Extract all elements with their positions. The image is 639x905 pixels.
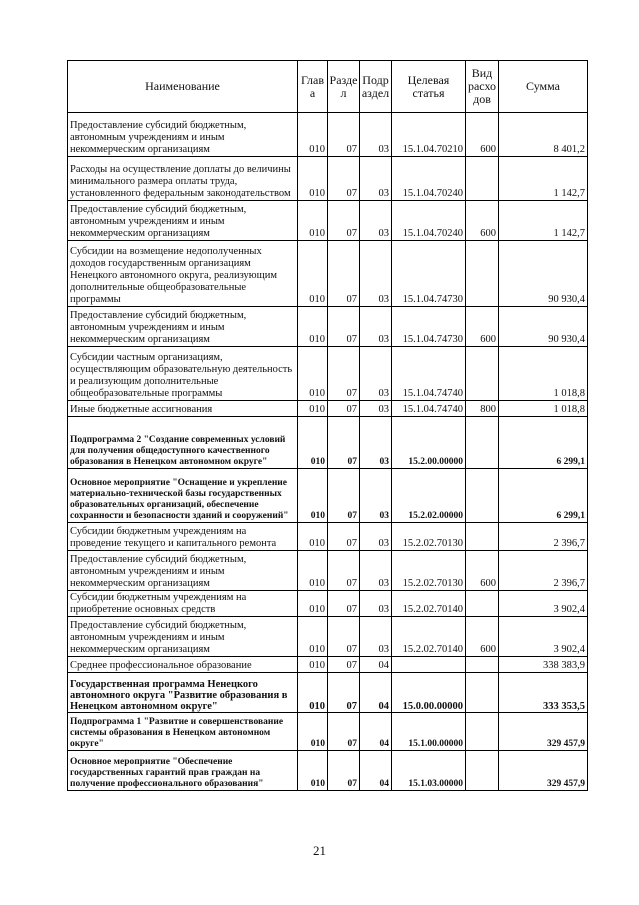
row-sum: 338 383,9: [499, 657, 588, 673]
row-target: 15.2.00.00000: [392, 417, 466, 469]
row-glava: 010: [298, 307, 328, 347]
row-name: Предоставление субсидий бюджетным, автономным учреждениям и иным некоммерческим организациям: [68, 617, 298, 657]
row-vid: [466, 591, 499, 617]
table-row: [68, 591, 588, 617]
row-target: 15.1.04.70240: [392, 201, 466, 241]
row-razdel: 07: [328, 673, 360, 713]
row-sum: 2 396,7: [499, 551, 588, 591]
row-sum: 3 902,4: [499, 617, 588, 657]
header-razdel: Разде л: [328, 61, 360, 113]
row-name: Предоставление субсидий бюджетным, автономным учреждениям и иным некоммерческим организациям: [68, 201, 298, 241]
table-row: [68, 713, 588, 751]
row-name: Предоставление субсидий бюджетным, автономным учреждениям и иным некоммерческим организациям: [68, 307, 298, 347]
table-row: [68, 241, 588, 307]
row-target: 15.2.02.70140: [392, 617, 466, 657]
row-sum: 3 902,4: [499, 591, 588, 617]
row-razdel: 07: [328, 157, 360, 201]
row-razdel: 07: [328, 113, 360, 157]
row-target: 15.2.02.00000: [392, 469, 466, 523]
row-glava: 010: [298, 591, 328, 617]
row-target: 15.2.02.70130: [392, 523, 466, 551]
row-glava: 010: [298, 469, 328, 523]
table-row: [68, 157, 588, 201]
row-glava: 010: [298, 157, 328, 201]
row-vid: 600: [466, 201, 499, 241]
row-podrazdel: 03: [360, 617, 392, 657]
row-sum: 1 142,7: [499, 157, 588, 201]
row-glava: 010: [298, 551, 328, 591]
row-razdel: 07: [328, 307, 360, 347]
header-glava: Глав а: [298, 61, 328, 113]
row-sum: 1 142,7: [499, 201, 588, 241]
table-row: [68, 401, 588, 417]
row-vid: [466, 713, 499, 751]
row-razdel: 07: [328, 713, 360, 751]
row-vid: [466, 157, 499, 201]
table-row: [68, 523, 588, 551]
row-name: Среднее профессиональное образование: [68, 657, 298, 673]
row-target: 15.2.02.70130: [392, 551, 466, 591]
row-podrazdel: 03: [360, 469, 392, 523]
row-podrazdel: 03: [360, 201, 392, 241]
row-glava: 010: [298, 523, 328, 551]
table-row: [68, 201, 588, 241]
row-name: Подпрограмма 1 "Развитие и совершенствование системы образования в Ненецком автономном округе": [68, 713, 298, 751]
table-body: [68, 113, 588, 791]
row-vid: [466, 657, 499, 673]
row-podrazdel: 03: [360, 551, 392, 591]
header-vid: Вид расхо дов: [466, 61, 499, 113]
row-name: Субсидии на возмещение недополученных доходов государственным организациям Ненецкого автономного округа, реализующим дополнительные общеобразовательные программы: [68, 241, 298, 307]
row-razdel: 07: [328, 417, 360, 469]
row-vid: [466, 523, 499, 551]
table-row: [68, 673, 588, 713]
row-podrazdel: 03: [360, 113, 392, 157]
row-target: 15.1.00.00000: [392, 713, 466, 751]
row-sum: 329 457,9: [499, 751, 588, 791]
row-glava: 010: [298, 417, 328, 469]
row-glava: 010: [298, 713, 328, 751]
row-target: 15.1.03.00000: [392, 751, 466, 791]
row-name: Государственная программа Ненецкого автономного округа "Развитие образования в Ненецком автономном округе": [68, 673, 298, 713]
row-name: Подпрограмма 2 "Создание современных условий для получения общедоступного качественного образования в Ненецком автономном округе": [68, 417, 298, 469]
row-sum: 6 299,1: [499, 469, 588, 523]
row-podrazdel: 03: [360, 157, 392, 201]
table-row: [68, 113, 588, 157]
row-sum: 333 353,5: [499, 673, 588, 713]
row-vid: 600: [466, 307, 499, 347]
row-vid: [466, 347, 499, 401]
table-row: [68, 751, 588, 791]
row-glava: 010: [298, 241, 328, 307]
row-vid: [466, 241, 499, 307]
table-row: [68, 417, 588, 469]
row-sum: 8 401,2: [499, 113, 588, 157]
row-sum: 90 930,4: [499, 307, 588, 347]
row-podrazdel: 03: [360, 347, 392, 401]
row-podrazdel: 03: [360, 241, 392, 307]
row-podrazdel: 04: [360, 751, 392, 791]
row-target: 15.0.00.00000: [392, 673, 466, 713]
row-name: Расходы на осуществление доплаты до величины минимального размера оплаты труда, установленного федеральным законодательством: [68, 157, 298, 201]
table-row: [68, 307, 588, 347]
table-row: [68, 469, 588, 523]
row-target: 15.2.02.70140: [392, 591, 466, 617]
table-header-row: [68, 61, 588, 113]
row-razdel: 07: [328, 523, 360, 551]
row-vid: 600: [466, 551, 499, 591]
row-vid: 800: [466, 401, 499, 417]
table-row: [68, 551, 588, 591]
row-target: 15.1.04.74730: [392, 307, 466, 347]
row-vid: [466, 417, 499, 469]
row-name: Предоставление субсидий бюджетным, автономным учреждениям и иным некоммерческим организациям: [68, 113, 298, 157]
row-podrazdel: 03: [360, 591, 392, 617]
row-razdel: 07: [328, 657, 360, 673]
row-razdel: 07: [328, 347, 360, 401]
row-name: Предоставление субсидий бюджетным, автономным учреждениям и иным некоммерческим организациям: [68, 551, 298, 591]
row-glava: 010: [298, 751, 328, 791]
row-sum: 6 299,1: [499, 417, 588, 469]
row-glava: 010: [298, 673, 328, 713]
row-vid: [466, 751, 499, 791]
row-target: 15.1.04.70240: [392, 157, 466, 201]
table-row: [68, 617, 588, 657]
row-vid: 600: [466, 113, 499, 157]
row-glava: 010: [298, 347, 328, 401]
row-sum: 2 396,7: [499, 523, 588, 551]
row-glava: 010: [298, 657, 328, 673]
row-target: 15.1.04.74740: [392, 347, 466, 401]
row-target: [392, 657, 466, 673]
row-target: 15.1.04.74730: [392, 241, 466, 307]
row-podrazdel: 03: [360, 307, 392, 347]
row-name: Субсидии бюджетным учреждениям на проведение текущего и капитального ремонта: [68, 523, 298, 551]
row-razdel: 07: [328, 751, 360, 791]
row-name: Основное мероприятие "Обеспечение государственных гарантий прав граждан на получение профессионального образования": [68, 751, 298, 791]
row-podrazdel: 04: [360, 713, 392, 751]
row-razdel: 07: [328, 241, 360, 307]
row-razdel: 07: [328, 401, 360, 417]
row-sum: 1 018,8: [499, 401, 588, 417]
budget-table: [67, 60, 588, 791]
table-row: [68, 657, 588, 673]
row-podrazdel: 03: [360, 417, 392, 469]
row-target: 15.1.04.74740: [392, 401, 466, 417]
row-vid: 600: [466, 617, 499, 657]
row-podrazdel: 04: [360, 657, 392, 673]
row-name: Субсидии частным организациям, осуществляющим образовательную деятельность и реализующим дополнительные общеобразовательные программы: [68, 347, 298, 401]
header-podrazdel: Подр аздел: [360, 61, 392, 113]
row-name: Субсидии бюджетным учреждениям на приобретение основных средств: [68, 591, 298, 617]
row-target: 15.1.04.70210: [392, 113, 466, 157]
row-glava: 010: [298, 617, 328, 657]
row-glava: 010: [298, 401, 328, 417]
row-podrazdel: 04: [360, 673, 392, 713]
row-vid: [466, 469, 499, 523]
header-target: Целевая статья: [392, 61, 466, 113]
row-razdel: 07: [328, 617, 360, 657]
header-name: Наименование: [68, 61, 298, 113]
row-sum: 90 930,4: [499, 241, 588, 307]
row-razdel: 07: [328, 591, 360, 617]
row-glava: 010: [298, 113, 328, 157]
row-vid: [466, 673, 499, 713]
row-name: Основное мероприятие "Оснащение и укрепление материально-технической базы государственных образовательных организаций, обеспечение сохранности и безопасности зданий и сооружений": [68, 469, 298, 523]
header-sum: Сумма: [499, 61, 588, 113]
row-podrazdel: 03: [360, 523, 392, 551]
row-razdel: 07: [328, 469, 360, 523]
table-row: [68, 347, 588, 401]
row-razdel: 07: [328, 551, 360, 591]
row-razdel: 07: [328, 201, 360, 241]
page-number: 21: [313, 843, 326, 858]
row-name: Иные бюджетные ассигнования: [68, 401, 298, 417]
row-sum: 1 018,8: [499, 347, 588, 401]
row-podrazdel: 03: [360, 401, 392, 417]
row-glava: 010: [298, 201, 328, 241]
row-sum: 329 457,9: [499, 713, 588, 751]
